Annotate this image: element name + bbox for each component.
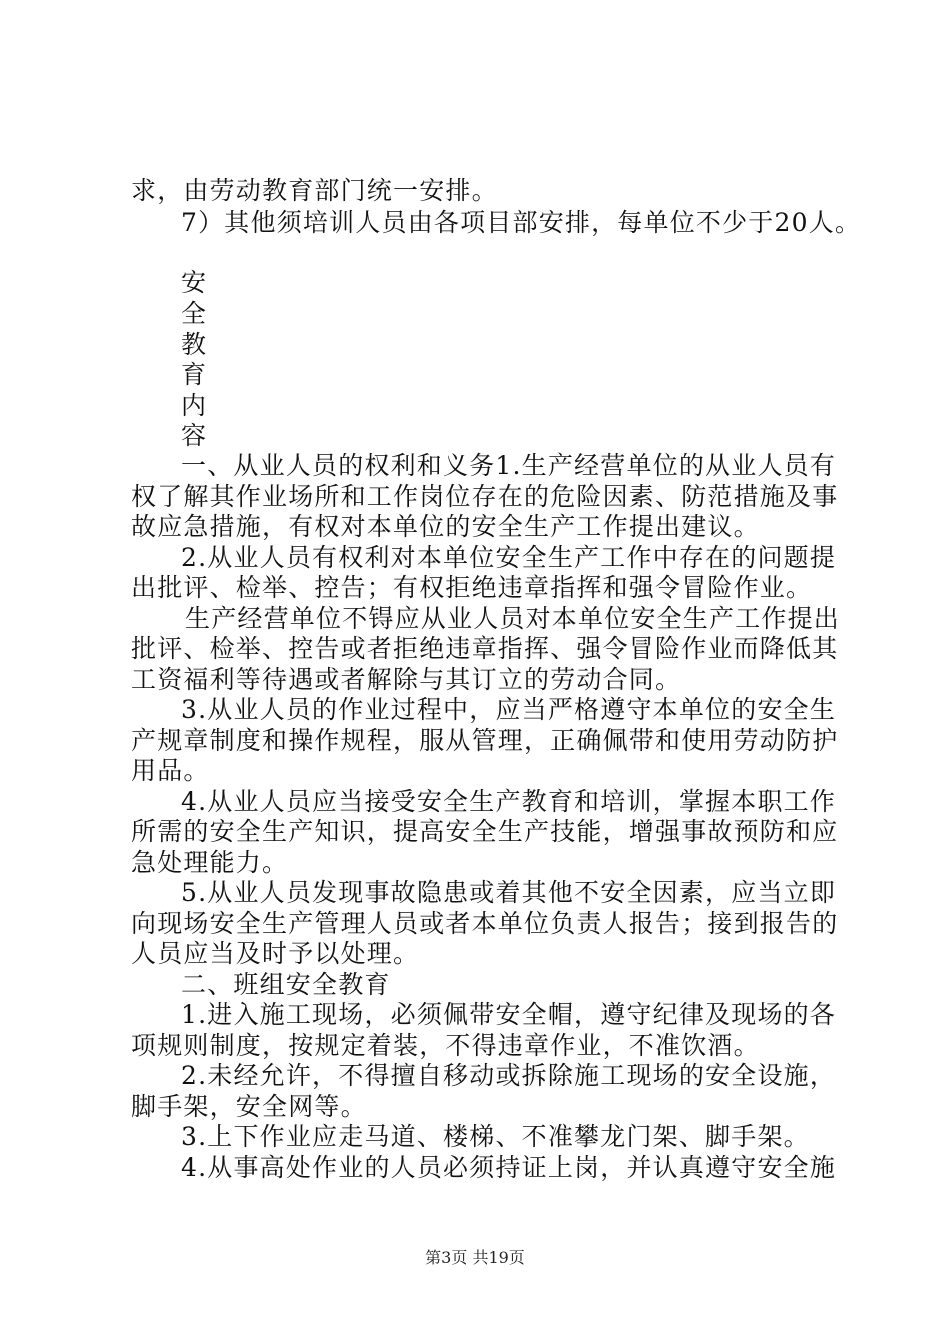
body-line: 批评、检举、控告或者拒绝违章指挥、强令冒险作业而降低其 xyxy=(131,634,839,663)
body-line: 一、从业人员的权利和义务1.生产经营单位的从业人员有 xyxy=(181,451,837,480)
body-line: 2.未经允许，不得擅自移动或拆除施工现场的安全设施， xyxy=(181,1061,837,1090)
body-line: 7）其他须培训人员由各项目部安排，每单位不少于20人。 xyxy=(181,208,862,237)
body-line: 人员应当及时予以处理。 xyxy=(131,939,420,968)
body-line: 故应急措施，有权对本单位的安全生产工作提出建议。 xyxy=(131,512,760,541)
body-line: 权了解其作业场所和工作岗位存在的危险因素、防范措施及事 xyxy=(131,482,839,511)
vertical-heading-char: 育 xyxy=(181,360,207,389)
body-line: 出批评、检举、控告；有权拒绝违章指挥和强令冒险作业。 xyxy=(131,573,813,602)
body-line: 急处理能力。 xyxy=(131,848,289,877)
body-line: 向现场安全生产管理人员或者本单位负责人报告；接到报告的 xyxy=(131,909,839,938)
body-line: 3.上下作业应走马道、楼梯、不准攀龙门架、脚手架。 xyxy=(181,1122,810,1151)
body-line: 求，由劳动教育部门统一安排。 xyxy=(131,176,498,205)
page-number-footer: 第3页 共19页 xyxy=(425,1248,525,1267)
body-line: 5.从业人员发现事故隐患或着其他不安全因素，应当立即 xyxy=(181,878,837,907)
vertical-heading-char: 安 xyxy=(181,268,207,297)
vertical-heading-char: 全 xyxy=(181,299,207,328)
section-heading: 二、班组安全教育 xyxy=(181,970,391,999)
body-line: 脚手架，安全网等。 xyxy=(131,1092,367,1121)
body-line: 产规章制度和操作规程，服从管理，正确佩带和使用劳动防护 xyxy=(131,726,839,755)
vertical-heading-char: 教 xyxy=(181,330,207,359)
body-line: 用品。 xyxy=(131,756,210,785)
body-line: 3.从业人员的作业过程中，应当严格遵守本单位的安全生 xyxy=(181,695,837,724)
body-line: 工资福利等待遇或者解除与其订立的劳动合同。 xyxy=(131,665,682,694)
body-line: 4.从业人员应当接受安全生产教育和培训，掌握本职工作 xyxy=(181,787,837,816)
body-line: 生产经营单位不锝应从业人员对本单位安全生产工作提出 xyxy=(185,604,841,633)
vertical-heading-char: 容 xyxy=(181,421,207,450)
body-line: 4.从事高处作业的人员必须持证上岗，并认真遵守安全施 xyxy=(181,1153,837,1182)
body-line: 项规则制度，按规定着装，不得违章作业，不准饮酒。 xyxy=(131,1031,760,1060)
body-line: 2.从业人员有权利对本单位安全生产工作中存在的问题提 xyxy=(181,543,837,572)
body-line: 1.进入施工现场，必须佩带安全帽，遵守纪律及现场的各 xyxy=(181,1000,837,1029)
body-line: 所需的安全生产知识，提高安全生产技能，增强事故预防和应 xyxy=(131,817,839,846)
vertical-heading-char: 内 xyxy=(181,391,207,420)
